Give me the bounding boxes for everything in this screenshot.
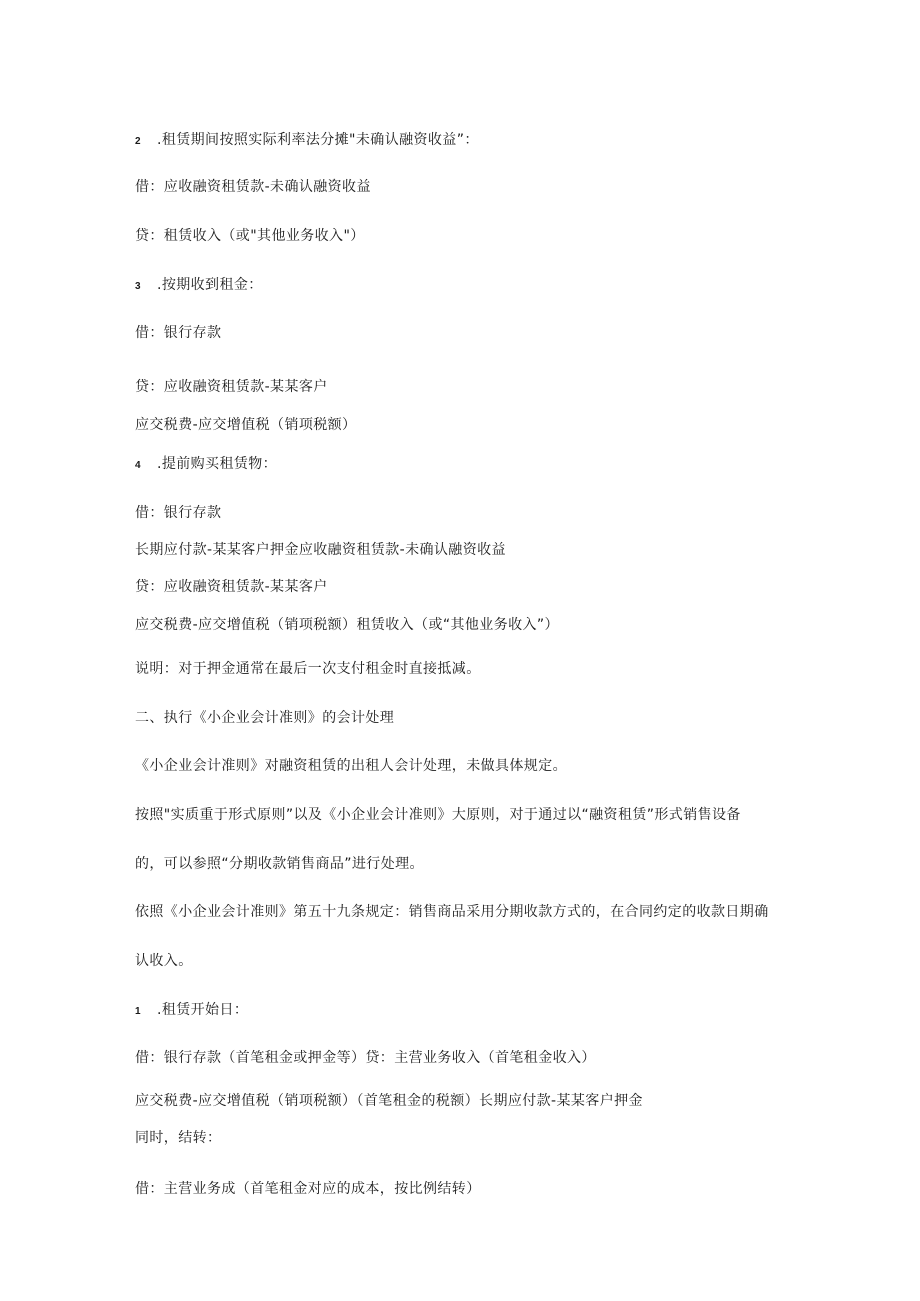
paragraph-line: 的，可以参照“分期收款销售商品”进行处理。 [135,856,424,872]
entry-line: 应交税费-应交增值税（销项税额）租赁收入（或“其他业务收入”） [135,617,559,633]
line-text: .租赁开始日： [157,1002,249,1018]
entry-line: 借：银行存款 [135,505,222,521]
paragraph-line: 按照"实质重于形式原则”以及《小企业会计准则》大原则，对于通过以“融资租赁”形式销售设备 [135,807,741,823]
section-heading-2 [135,131,479,151]
item-number: 2 [135,136,141,147]
line-text: .提前购买租赁物： [157,456,278,472]
entry-line: 应交税费-应交增值税（销项税额）（首笔租金的税额）长期应付款-某某客户押金 [135,1093,643,1109]
item-number: 1 [135,1006,141,1017]
entry-line: 应交税费-应交增值税（销项税额） [135,417,357,433]
entry-line: 借：银行存款 [135,325,222,341]
section-heading-1 [135,1001,248,1021]
note-line: 说明：对于押金通常在最后一次支付租金时直接抵减。 [135,661,481,677]
entry-line: 长期应付款-某某客户押金应收融资租赁款-未确认融资收益 [135,542,506,558]
paragraph-line: 《小企业会计准则》对融资租赁的出租人会计处理，未做具体规定。 [135,758,567,774]
section-heading-4 [135,455,277,475]
line-text: .租赁期间按照实际利率法分摊"未确认融资收益”： [157,132,479,148]
section-heading-3 [135,276,263,296]
entry-line: 借：银行存款（首笔租金或押金等）贷：主营业务收入（首笔租金收入） [135,1050,596,1066]
entry-line: 同时，结转： [135,1130,222,1146]
section-title: 二、执行《小企业会计准则》的会计处理 [135,710,395,726]
item-number: 3 [135,281,141,292]
entry-line: 贷：租赁收入（或"其他业务收入"） [135,228,365,244]
line-text: .按期收到租金： [157,277,263,293]
entry-line: 借：应收融资租赁款-未确认融资收益 [135,179,371,195]
entry-line: 借：主营业务成（首笔租金对应的成本，按比例结转） [135,1181,481,1197]
entry-line: 贷：应收融资租赁款-某某客户 [135,379,328,395]
paragraph-line: 认收入。 [135,953,193,969]
entry-line: 贷：应收融资租赁款-某某客户 [135,579,328,595]
paragraph-line: 依照《小企业会计准则》第五十九条规定：销售商品采用分期收款方式的，在合同约定的收款日期确 [135,904,769,920]
item-number: 4 [135,460,141,471]
